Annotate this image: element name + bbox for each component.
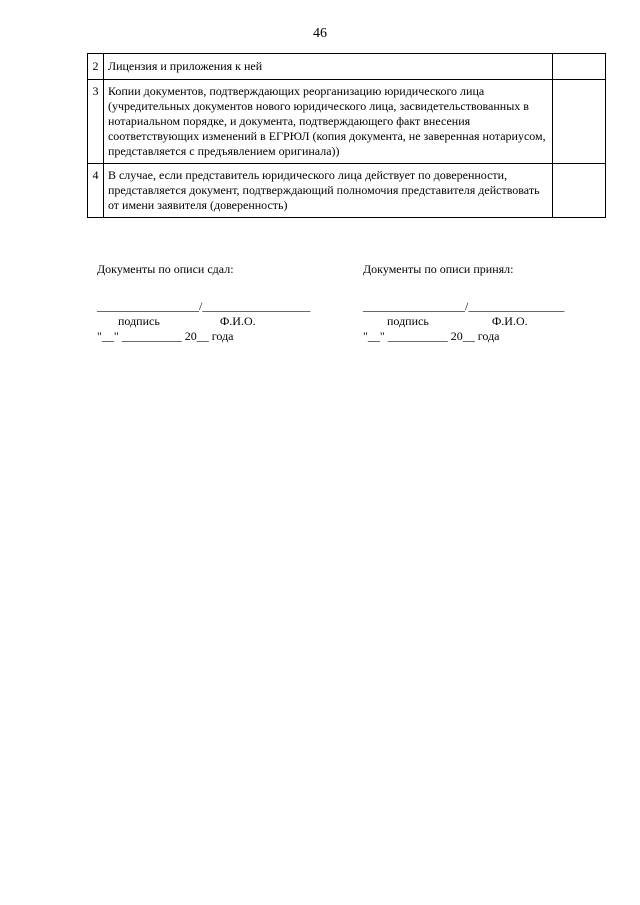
table-row bbox=[88, 80, 606, 164]
handed-over-signature-block bbox=[97, 262, 327, 344]
handed-over-heading: Документы по описи сдал: bbox=[97, 262, 234, 276]
row-document-name: Копии документов, подтверждающих реорганизацию юридического лица (учредительных документов нового юридического лица, засвидетельствованных в нотариальном порядке, и документа, подтверждающего факт внесения соответствующих изменений в ЕГРЮЛ (копия документа, не заверенная нотариусом, представляется с предъявлением оригинала)) bbox=[103, 80, 552, 164]
page-number: 46 bbox=[313, 26, 327, 41]
received-heading: Документы по описи принял: bbox=[363, 262, 514, 276]
row-number: 3 bbox=[88, 80, 104, 164]
signature-caption: подпись Ф.И.О. bbox=[363, 314, 528, 328]
row-mark-cell bbox=[552, 54, 605, 80]
row-document-name: Лицензия и приложения к ней bbox=[103, 54, 552, 80]
received-signature-block bbox=[363, 262, 593, 344]
signature-caption: подпись Ф.И.О. bbox=[97, 314, 256, 328]
row-document-name: В случае, если представитель юридического лица действует по доверенности, представляется документ, подтверждающий полномочия представителя действовать от имени заявителя (доверенность) bbox=[103, 164, 552, 218]
signature-date: "__" __________ 20__ года bbox=[97, 329, 234, 343]
signature-date: "__" __________ 20__ года bbox=[363, 329, 500, 343]
row-mark-cell bbox=[552, 80, 605, 164]
documents-table bbox=[87, 53, 606, 218]
signature-line: _________________/__________________ bbox=[97, 299, 311, 313]
row-number: 4 bbox=[88, 164, 104, 218]
signature-line: _________________/________________ bbox=[363, 299, 565, 313]
table-row bbox=[88, 164, 606, 218]
row-mark-cell bbox=[552, 164, 605, 218]
row-number: 2 bbox=[88, 54, 104, 80]
table-row bbox=[88, 54, 606, 80]
